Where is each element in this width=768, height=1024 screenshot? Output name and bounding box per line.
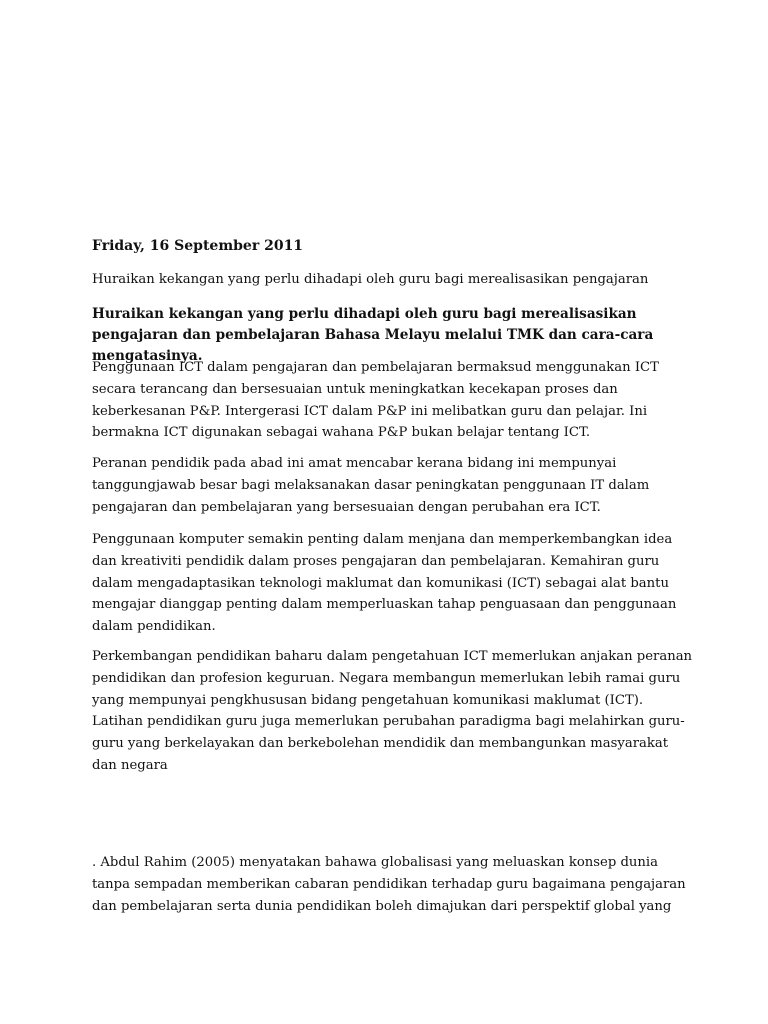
post-subtitle: Huraikan kekangan yang perlu dihadapi oleh guru bagi merealisasikan pengajaran (92, 272, 649, 287)
paragraph-5: . Abdul Rahim (2005) menyatakan bahawa globalisasi yang meluaskan konsep dunia tanpa sempadan memberikan cabaran pendidikan terhadap guru bagaimana pengajaran dan pembelajaran serta dunia pendidikan boleh dimajukan dari perspektif global yang (92, 855, 686, 914)
post-heading: Huraikan kekangan yang perlu dihadapi oleh guru bagi merealisasikan pengajaran dan pembelajaran Bahasa Melayu melalui TMK dan cara-cara mengatasinya. (92, 306, 654, 364)
paragraph-1: Penggunaan ICT dalam pengajaran dan pembelajaran bermaksud menggunakan ICT secara terancang dan bersesuaian untuk meningkatkan kecekapan proses dan keberkesanan P&P. Intergerasi ICT dalam P&P ini melibatkan guru dan pelajar. Ini bermakna ICT digunakan sebagai wahana P&P bukan belajar tentang ICT. (92, 360, 659, 441)
paragraph-2: Peranan pendidik pada abad ini amat mencabar kerana bidang ini mempunyai tanggungjawab besar bagi melaksanakan dasar peningkatan penggunaan IT dalam pengajaran dan pembelajaran yang bersesuaian dengan perubahan era ICT. (92, 456, 650, 515)
paragraph-4: Perkembangan pendidikan baharu dalam pengetahuan ICT memerlukan anjakan peranan pendidikan dan profesion keguruan. Negara membangun memerlukan lebih ramai guru yang mempunyai pengkhususan bidang pengetahuan komunikasi maklumat (ICT). Latihan pendidikan guru juga memerlukan perubahan paradigma bagi melahirkan guru-guru yang berkelayakan dan berkebolehan mendidik dan membangunkan masyarakat dan negara (92, 649, 693, 773)
paragraph-3: Penggunaan komputer semakin penting dalam menjana dan memperkembangkan idea dan kreativiti pendidik dalam proses pengajaran dan pembelajaran. Kemahiran guru dalam mengadaptasikan teknologi maklumat dan komunikasi (ICT) sebagai alat bantu mengajar dianggap penting dalam memperluaskan tahap penguasaan dan penggunaan dalam pendidikan. (92, 532, 677, 635)
post-date: Friday, 16 September 2011 (92, 238, 304, 254)
